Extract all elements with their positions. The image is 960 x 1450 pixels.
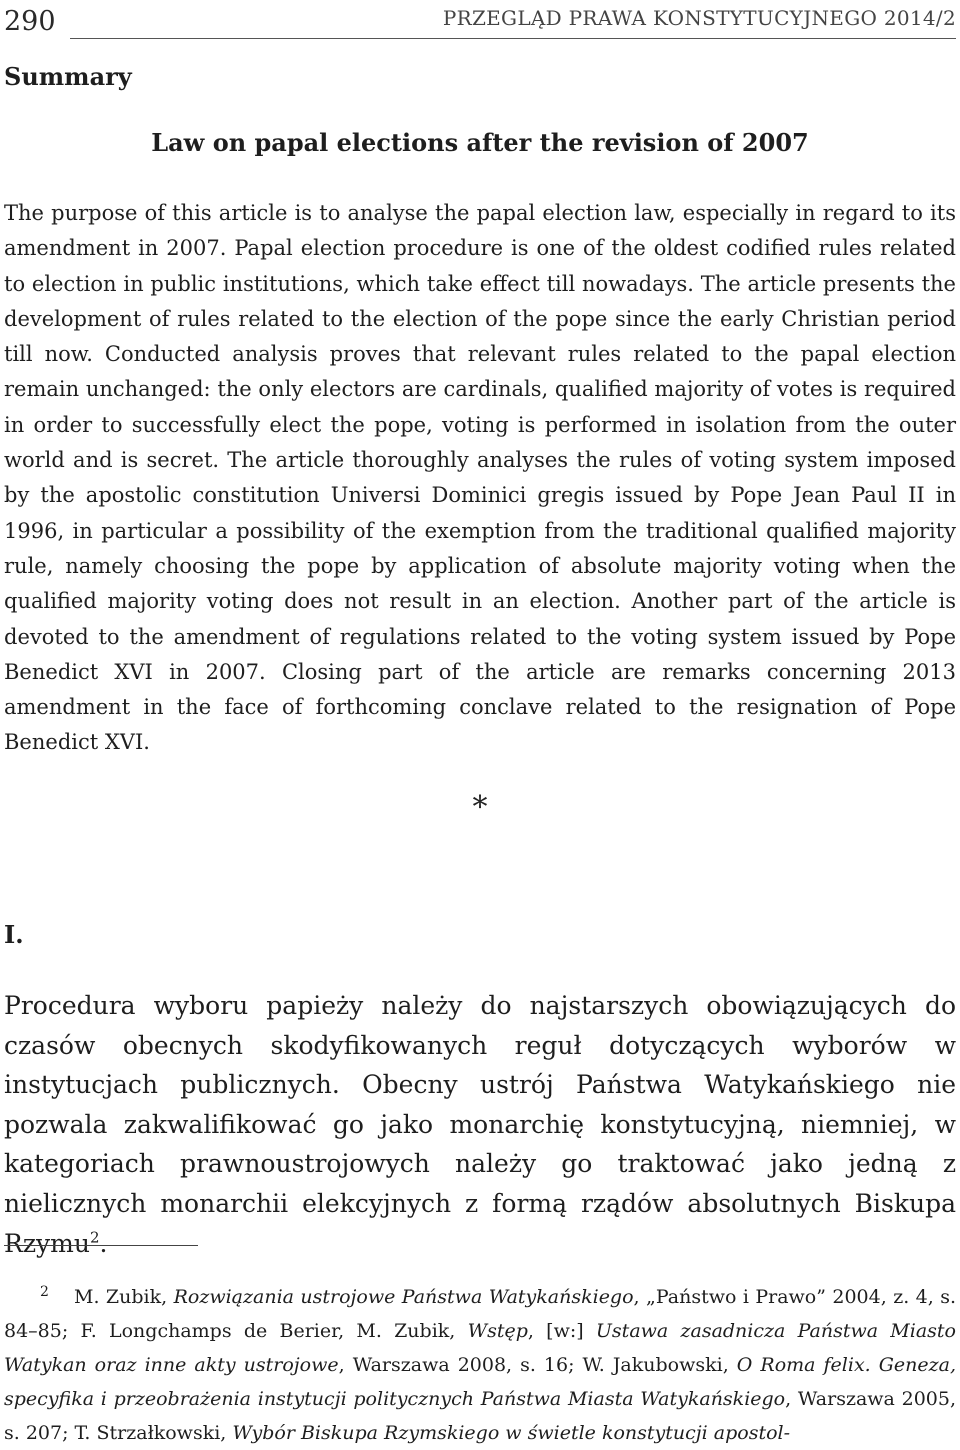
section-separator: * [472,790,488,825]
footnote-text: , „Państwo i Prawo” 2004, z. 4, s. 84–85; F. Longchamps de Berier, M. Zubik, [4,1286,957,1342]
page-number: 290 [4,6,56,37]
footnote-text: , Warszawa 2008, s. 16; W. Jakubowski, [338,1354,737,1376]
footnote-text: , Warszawa 2005, s. 207; T. Strzałkowski, [4,1388,956,1444]
footnote-citation-title: Wstęp [467,1320,528,1342]
footnote-citation-title: Rozwiązania ustrojowe Państwa Watykańskiego [173,1286,634,1308]
footnote-text: , [w:] [527,1320,596,1342]
running-header [4,2,956,42]
footnote-citation-title: Wybór Biskupa Rzymskiego w świetle konstytucji apostol- [232,1422,791,1444]
footnote-body [4,1286,956,1444]
footnote-citation-title: O Roma felix. Geneza, specyfika i przeobrażenia instytucji politycznych Państwa Miasta Watykańskiego [4,1354,957,1410]
header-rule [70,38,956,39]
footnote-reference[interactable]: 2 [89,1228,100,1247]
footnote-rule [4,1245,198,1246]
footnote-citation-title: Ustawa zasadnicza Państwa Miasto Watykan oraz inne akty ustrojowe [4,1320,956,1376]
body-paragraph-text: Procedura wyboru papieży należy do najstarszych obowiązujących do czasów obecnych skodyfikowanych reguł dotyczących wyborów w instytucjach publicznych. Obecny ustrój Państwa Watykańskiego nie pozwala zakwalifikować go jako monarchię konstytucyjną, niemniej, w kategoriach prawnoustrojowych należy go traktować jako jedną z nielicznych monarchii elekcyjnych z formą rządów absolutnych Biskupa Rzymu [4,991,956,1258]
body-paragraph-end: . [99,1228,108,1258]
footnote-text: M. Zubik, [74,1286,174,1308]
summary-heading: Summary [4,62,132,91]
body-paragraph [4,986,956,1263]
footnote: 2 M. Zubik, Rozwiązania ustrojowe Państwa Watykańskiego, „Państwo i Prawo” 2004, z. 4, s. 84–85; F. Longchamps de Berier, M. Zubik, Wstęp, [w:] Ustawa zasadnicza Państwa Miasto Watykan oraz inne akty ustrojowe, Warszawa 2008, s. 16; W. Jakubowski, O Roma felix. Geneza, specyfika i przeobrażenia instytucji politycznych Państwa Miasta Watykańskiego, Warszawa 2005, s. 207; T. Strzałkowski, Wybór Biskupa Rzymskiego w świetle konstytucji apostol- [4,1283,957,1444]
summary-title: Law on papal elections after the revision of 2007 [151,128,809,157]
summary-paragraph: The purpose of this article is to analyse the papal election law, especially in regard to its amendment in 2007. Papal election procedure is one of the oldest codified rules related to election in public institutions, which take effect till nowadays. The article presents the development of rules related to the election of the pope since the early Christian period till now. Conducted analysis proves that relevant rules related to the papal election remain unchanged: the only electors are cardinals, qualified majority of votes is required in order to successfully elect the pope, voting is performed in isolation from the outer world and is secret. The article thoroughly analyses the rules of voting system imposed by the apostolic constitution Universi Dominici gregis issued by Pope Jean Paul II in 1996, in particular a possibility of the exemption from the traditional qualified majority rule, namely choosing the pope by application of absolute majority voting when the qualified majority voting does not result in an election. Another part of the article is devoted to the amendment of regulations related to the voting system issued by Pope Benedict XVI in 2007. Closing part of the article are remarks concerning 2013 amendment in the face of forthcoming conclave related to the resignation of Pope Benedict XVI. [4,201,956,755]
journal-title: PRZEGLĄD PRAWA KONSTYTUCYJNEGO 2014/2 [442,6,956,30]
section-heading: I. [4,920,24,949]
